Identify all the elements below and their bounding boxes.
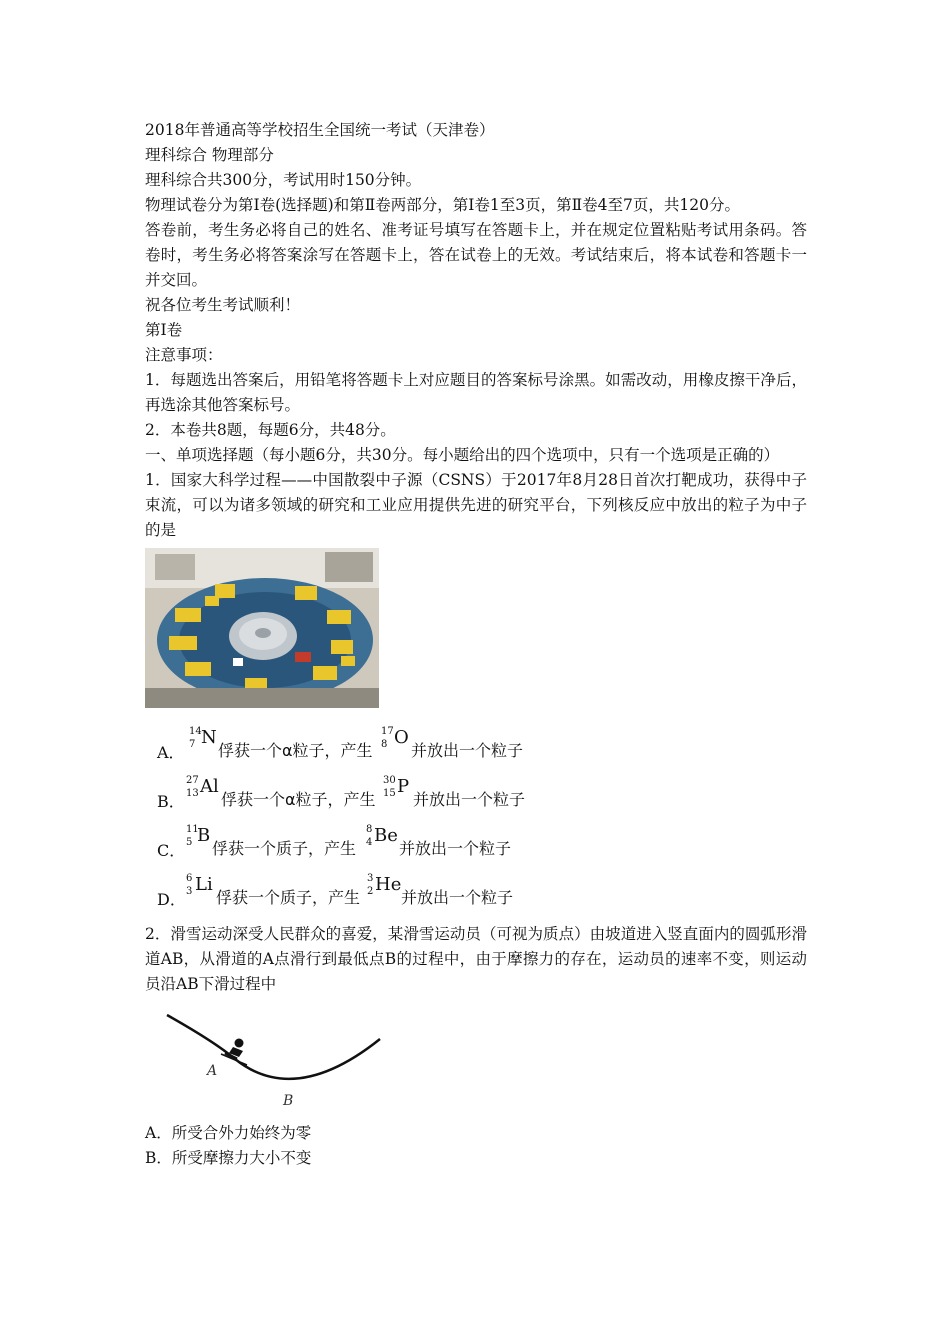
ski-slope-illustration xyxy=(155,1007,395,1117)
part-heading: 第Ⅰ卷 xyxy=(145,321,183,339)
exam-page xyxy=(145,118,807,1171)
question-2-option-a[interactable]: A．所受合外力始终为零 xyxy=(145,1124,312,1142)
exam-info-line: 理科综合共300分，考试用时150分钟。 xyxy=(145,171,422,189)
exam-title: 2018年普通高等学校招生全国统一考试（天津卷） xyxy=(145,121,495,139)
option-b[interactable]: B． 27 13 Al 俘获一个α粒子，产生 30 15 P 并放出一个粒子 xyxy=(157,775,526,811)
notice-item: 1．每题选出答案后，用铅笔将答题卡上对应题目的答案标号涂黑。如需改动，用橡皮擦干净后，再选涂其他答案标号。 xyxy=(145,371,807,414)
question-2-stem: 2．滑雪运动深受人民群众的喜爱，某滑雪运动员（可视为质点）由坡道进入竖直面内的圆弧形滑道AB，从滑道的A点滑行到最低点B的过程中，由于摩擦力的存在，运动员的速率不变，则运动员沿AB下滑过程中 xyxy=(145,925,807,993)
exam-instructions: 答卷前，考生务必将自己的姓名、准考证号填写在答题卡上，并在规定位置粘贴考试用条码。答卷时，考生务必将答案涂写在答题卡上，答在试卷上的无效。考试结束后，将本试卷和答题卡一并交回。 xyxy=(145,221,807,289)
option-text: 俘获一个α粒子，产生 xyxy=(221,790,376,809)
ski-slope-diagram xyxy=(155,1007,395,1117)
csns-photo-illustration xyxy=(145,548,379,708)
option-text: 俘获一个质子，产生 xyxy=(216,888,361,907)
point-a-label: A xyxy=(207,1063,218,1079)
question-1-stem: 1．国家大科学过程——中国散裂中子源（CSNS）于2017年8月28日首次打靶成功，获得中子束流，可以为诸多领域的研究和工业应用提供先进的研究平台，下列核反应中放出的粒子为中子的是 xyxy=(145,471,807,539)
option-text: 俘获一个质子，产生 xyxy=(212,839,357,858)
option-text: 并放出一个粒子 xyxy=(401,888,514,907)
exam-info-line: 物理试卷分为第Ⅰ卷(选择题)和第Ⅱ卷两部分，第Ⅰ卷1至3页，第Ⅱ卷4至7页，共120分。 xyxy=(145,196,740,214)
option-letter: D． xyxy=(157,890,186,909)
option-text: 并放出一个粒子 xyxy=(413,790,526,809)
question-1-options xyxy=(145,722,807,918)
option-a[interactable]: A． 14 7 N 俘获一个α粒子，产生 17 8 O 并放出一个粒子 xyxy=(157,726,524,762)
option-text: 并放出一个粒子 xyxy=(411,741,524,760)
exam-subtitle: 理科综合 物理部分 xyxy=(145,146,274,164)
question-2-option-b[interactable]: B．所受摩擦力大小不变 xyxy=(145,1149,312,1167)
option-text: 俘获一个α粒子，产生 xyxy=(218,741,373,760)
option-c[interactable]: C． 11 5 B 俘获一个质子，产生 8 4 Be 并放出一个粒子 xyxy=(157,824,512,860)
exam-greeting: 祝各位考生考试顺利！ xyxy=(145,296,301,314)
option-d[interactable]: D． 6 3 Li 俘获一个质子，产生 3 2 He 并放出一个粒子 xyxy=(157,873,514,909)
point-b-label: B xyxy=(283,1093,294,1109)
option-letter: A． xyxy=(157,743,185,762)
csns-photo xyxy=(145,548,379,708)
option-letter: C． xyxy=(157,841,186,860)
section-heading: 一、单项选择题（每小题6分，共30分。每小题给出的四个选项中，只有一个选项是正确的） xyxy=(145,446,780,464)
notice-item: 2．本卷共8题，每题6分，共48分。 xyxy=(145,421,396,439)
option-letter: B． xyxy=(157,792,185,811)
option-text: 并放出一个粒子 xyxy=(399,839,512,858)
notice-heading: 注意事项： xyxy=(145,346,223,364)
